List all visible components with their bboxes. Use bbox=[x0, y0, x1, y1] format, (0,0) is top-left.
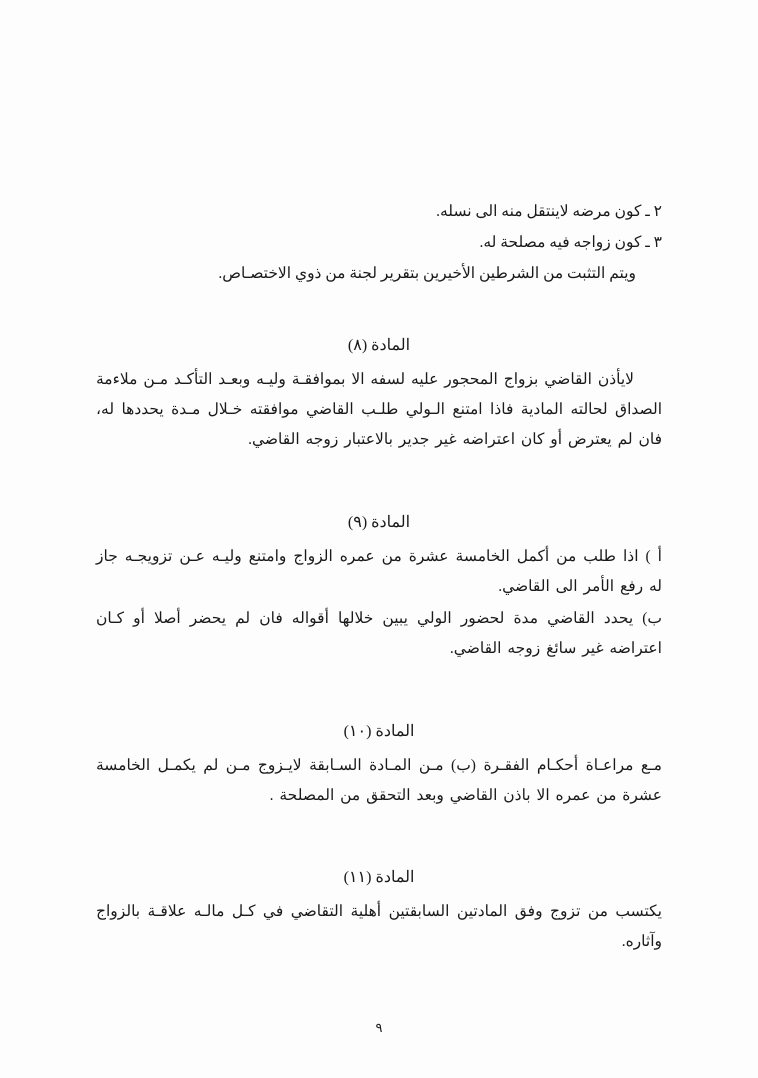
article-heading: المادة (١٠) bbox=[343, 722, 415, 740]
list-item: ويتم التثبت من الشرطين الأخيرين بتقرير لجنة من ذوي الاختصـاص. bbox=[218, 265, 636, 282]
article-paragraph: يكتسب من تزوج وفق المادتين السابقتين أهلية التقاضي في كـل مالـه علاقـة بالزواج وآثاره. bbox=[96, 902, 662, 951]
article-paragraph: لايأذن القاضي بزواج المحجور عليه لسفه الا بموافقـة وليـه وبعـد التأكـد مـن ملاءمة الصداق لحالته المادية فاذا امتنع الـولي طلـب القاضي موافقته خـلال مـدة يحددها له، فان لم يعترض أو كان اعتراضه غير جدير بالاعتبار زوجه القاضي. bbox=[96, 371, 662, 449]
article-8-block bbox=[96, 335, 662, 456]
article-11-block bbox=[96, 867, 662, 957]
article-paragraph: أ ) اذا طلب من أكمل الخامسة عشرة من عمره الزواج وامتنع وليـه عـن تزويجـه جاز له رفع الأمر الى القاضي. bbox=[96, 547, 662, 595]
article-10-block bbox=[96, 721, 662, 811]
page-content bbox=[96, 196, 662, 983]
article-heading: المادة (٨) bbox=[347, 337, 411, 354]
article-heading: المادة (١١) bbox=[343, 868, 415, 886]
section-spacer bbox=[96, 837, 662, 867]
continuation-list-block bbox=[96, 196, 662, 289]
list-item: ٢ ـ كون مرضه لاينتقل منه الى نسله. bbox=[436, 203, 662, 220]
article-paragraph: مـع مراعـاة أحكـام الفقـرة (ب) مـن المـادة السـابقة لايـزوج مـن لم يكمـل الخامسة عشرة من عمره الا باذن القاضي وبعد التحقق من المصلحة . bbox=[96, 756, 662, 804]
article-9-block bbox=[96, 512, 662, 665]
section-spacer bbox=[96, 691, 662, 721]
page-number: ٩ bbox=[375, 1020, 383, 1035]
article-heading: المادة (٩) bbox=[347, 513, 411, 531]
article-paragraph: ب) يحدد القاضي مدة لحضور الولي يبين خلالها أقواله فان لم يحضر أصلا أو كـان اعتراضه غير سائغ زوجه القاضي. bbox=[96, 610, 662, 658]
list-item: ٣ ـ كون زواجه فيه مصلحة له. bbox=[479, 234, 662, 251]
section-spacer bbox=[96, 315, 662, 335]
section-spacer bbox=[96, 482, 662, 512]
